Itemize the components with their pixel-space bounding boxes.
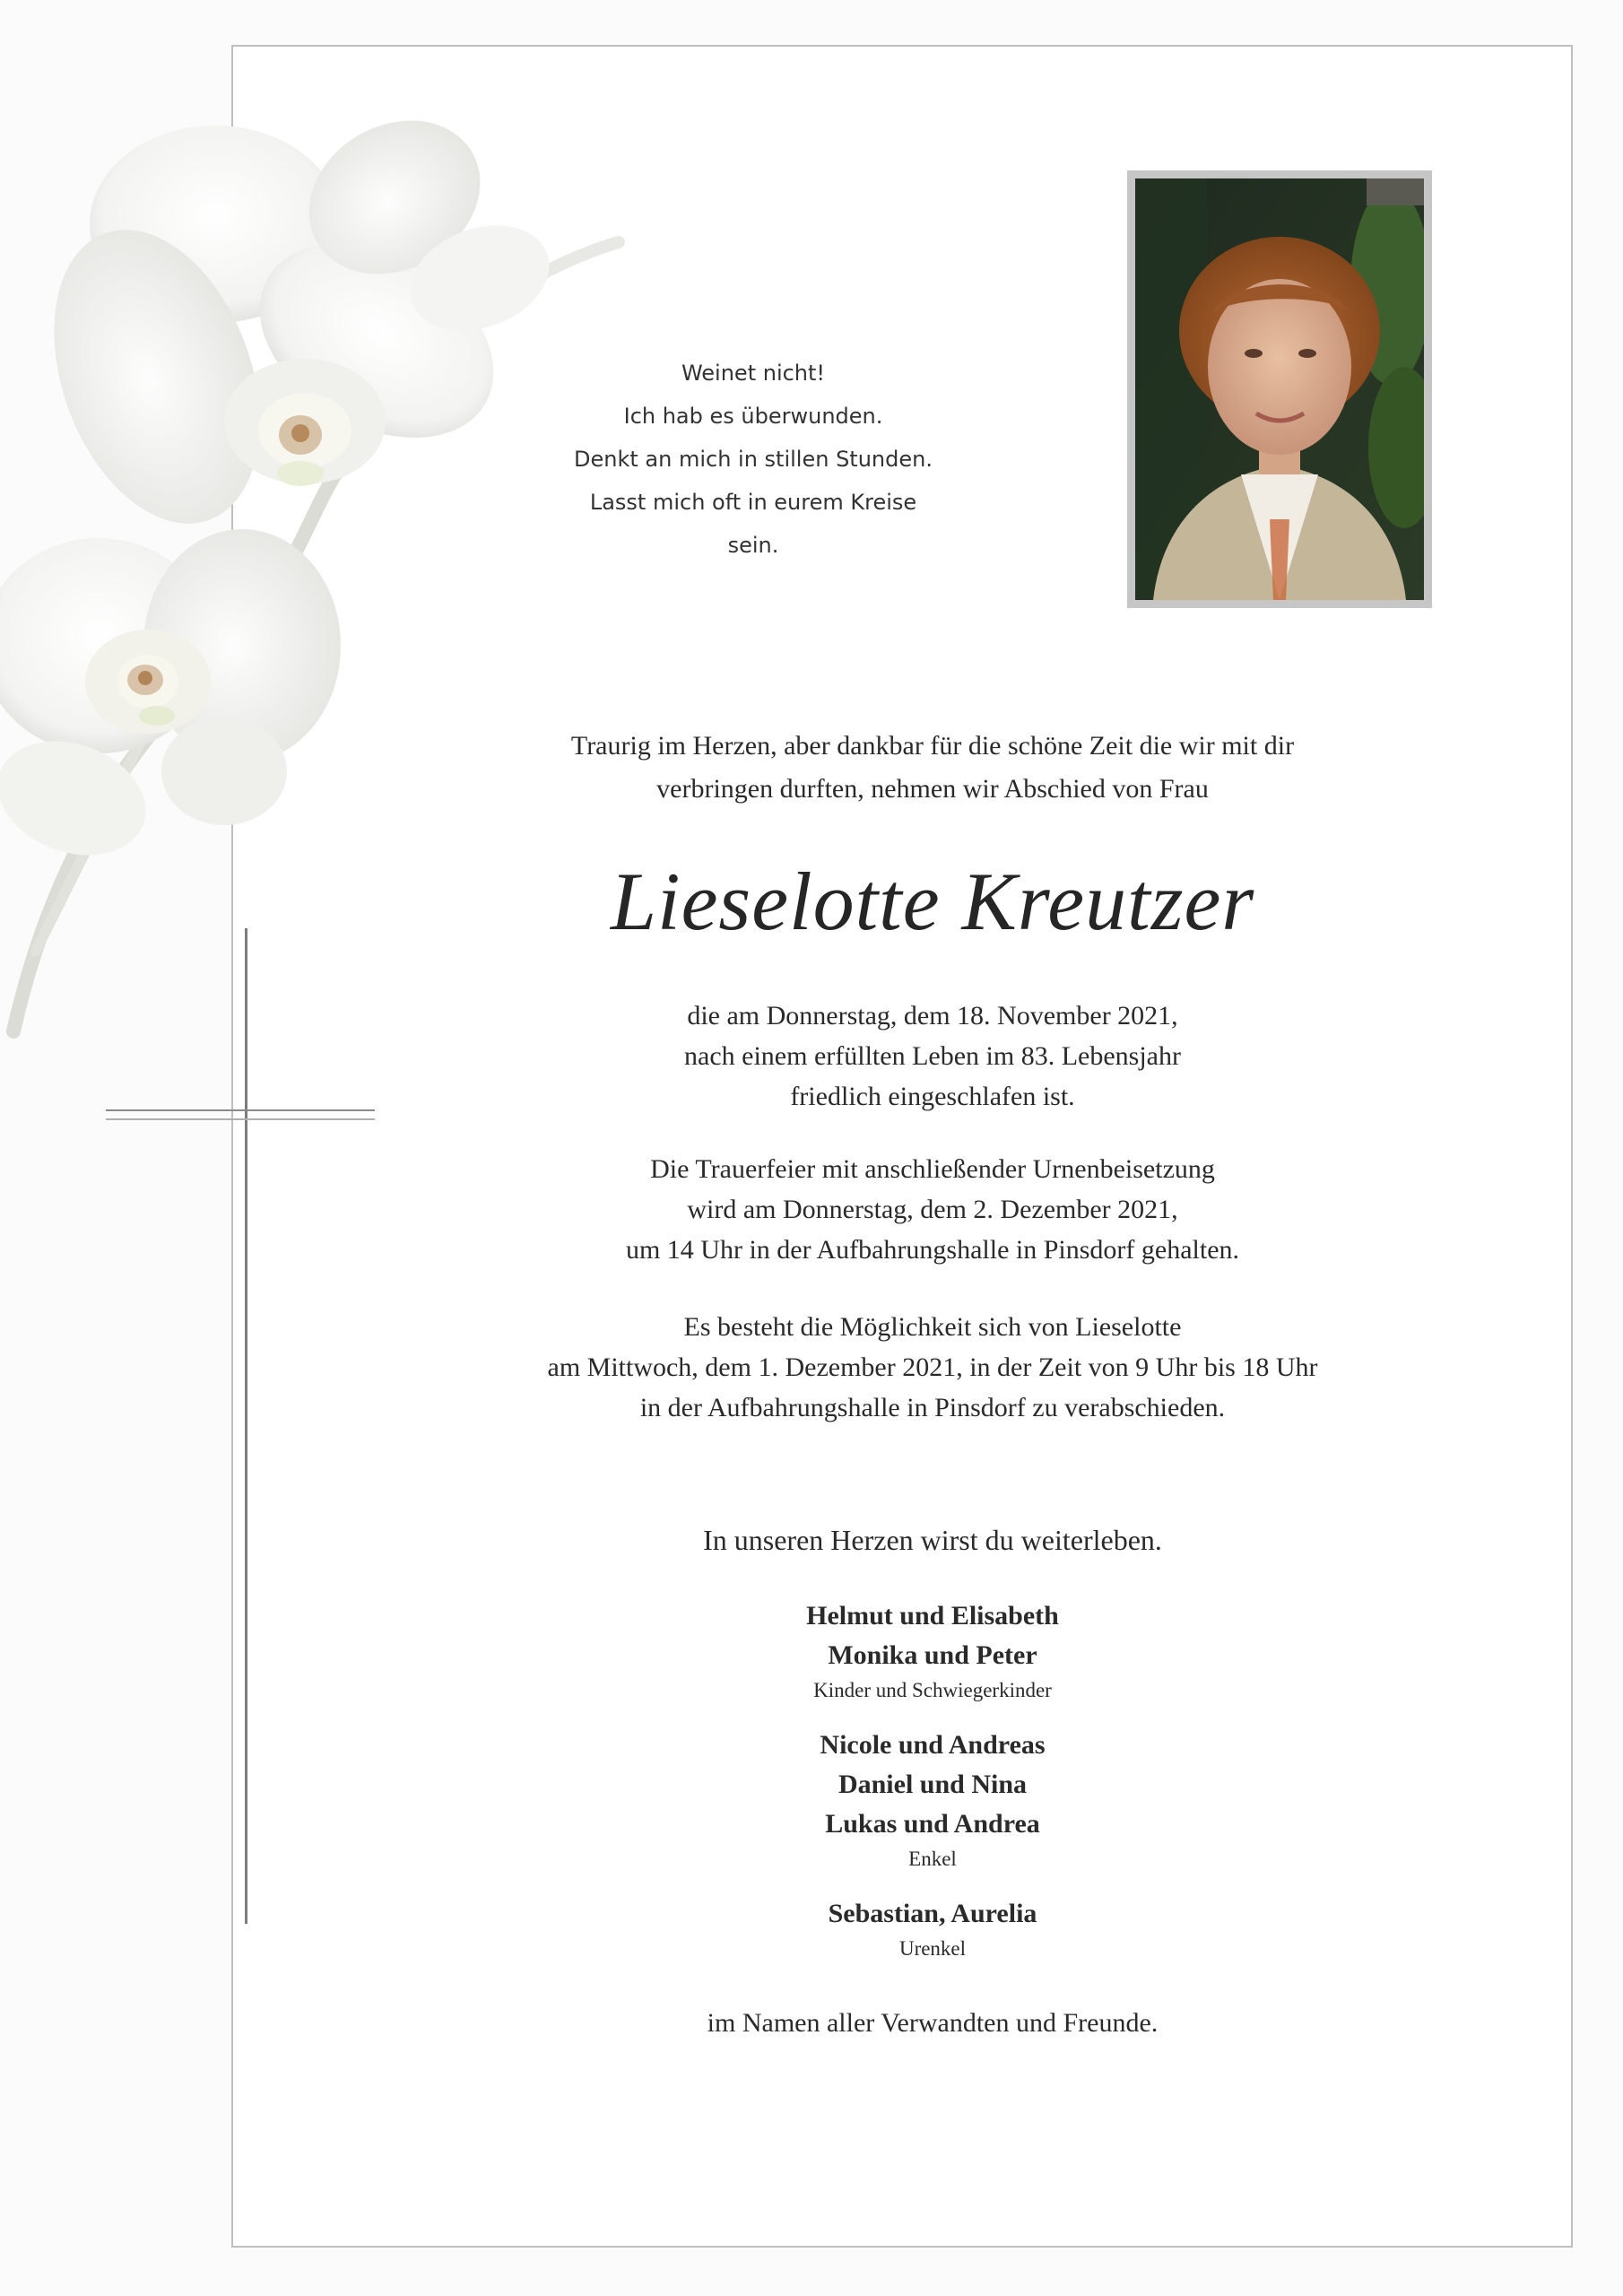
intro-line: verbringen durften, nehmen wir Abschied von Frau xyxy=(656,774,1209,804)
notice-line: die am Donnerstag, dem 18. November 2021, xyxy=(687,1001,1178,1031)
portrait-photo xyxy=(1127,170,1432,608)
ceremony-line: wird am Donnerstag, dem 2. Dezember 2021, xyxy=(687,1195,1178,1224)
mourner-name: Daniel und Nina xyxy=(838,1770,1028,1799)
mourner-group-children xyxy=(395,1596,1471,1706)
farewell-line: Es besteht die Möglichkeit sich von Lieselotte xyxy=(683,1312,1182,1342)
mourner-name: Lukas und Andrea xyxy=(825,1809,1040,1839)
memorial-cross-bar-shadow xyxy=(106,1118,375,1120)
poem-line: Weinet nicht! xyxy=(681,361,826,386)
intro-text xyxy=(395,725,1471,811)
intro-line: Traurig im Herzen, aber dankbar für die schöne Zeit die wir mit dir xyxy=(570,731,1295,761)
ceremony-line: um 14 Uhr in der Aufbahrungshalle in Pinsdorf gehalten. xyxy=(625,1235,1240,1265)
poem-line: Ich hab es überwunden. xyxy=(623,404,883,429)
poem xyxy=(565,352,942,567)
deceased-name: Lieselotte Kreutzer xyxy=(610,856,1255,947)
mourner-role: Urenkel xyxy=(898,1937,967,1960)
ceremony-info xyxy=(395,1149,1471,1270)
mourner-name: Monika und Peter xyxy=(828,1640,1037,1670)
farewell-info xyxy=(395,1307,1471,1428)
mourner-name: Nicole und Andreas xyxy=(820,1730,1046,1760)
memorial-cross-bar xyxy=(106,1109,375,1111)
mourners-list xyxy=(395,1596,1471,1984)
orchid-icon xyxy=(0,0,628,1130)
farewell-line: in der Aufbahrungshalle in Pinsdorf zu verabschieden. xyxy=(639,1393,1226,1422)
ceremony-line: Die Trauerfeier mit anschließender Urnenbeisetzung xyxy=(650,1154,1215,1184)
poem-line: sein. xyxy=(727,533,779,558)
mourner-group-grandchildren xyxy=(395,1726,1471,1874)
final-line: im Namen aller Verwandten und Freunde. xyxy=(707,2008,1159,2038)
notice-line: friedlich eingeschlafen ist. xyxy=(790,1082,1075,1111)
mourner-role: Enkel xyxy=(908,1848,957,1870)
mourner-group-great-grandchildren xyxy=(395,1894,1471,1964)
memorial-cross-icon xyxy=(245,928,247,1924)
closing-line: In unseren Herzen wirst du weiterleben. xyxy=(703,1524,1162,1556)
poem-line: Lasst mich oft in eurem Kreise xyxy=(589,490,917,515)
mourner-role: Kinder und Schwiegerkinder xyxy=(813,1679,1052,1701)
death-notice xyxy=(395,996,1471,1117)
mourner-name: Helmut und Elisabeth xyxy=(806,1601,1059,1631)
farewell-line: am Mittwoch, dem 1. Dezember 2021, in der Zeit von 9 Uhr bis 18 Uhr xyxy=(547,1352,1318,1382)
notice-line: nach einem erfüllten Leben im 83. Lebensjahr xyxy=(684,1041,1181,1071)
mourner-name: Sebastian, Aurelia xyxy=(828,1899,1037,1928)
poem-line: Denkt an mich in stillen Stunden. xyxy=(574,447,933,472)
portrait-icon xyxy=(1135,178,1424,600)
